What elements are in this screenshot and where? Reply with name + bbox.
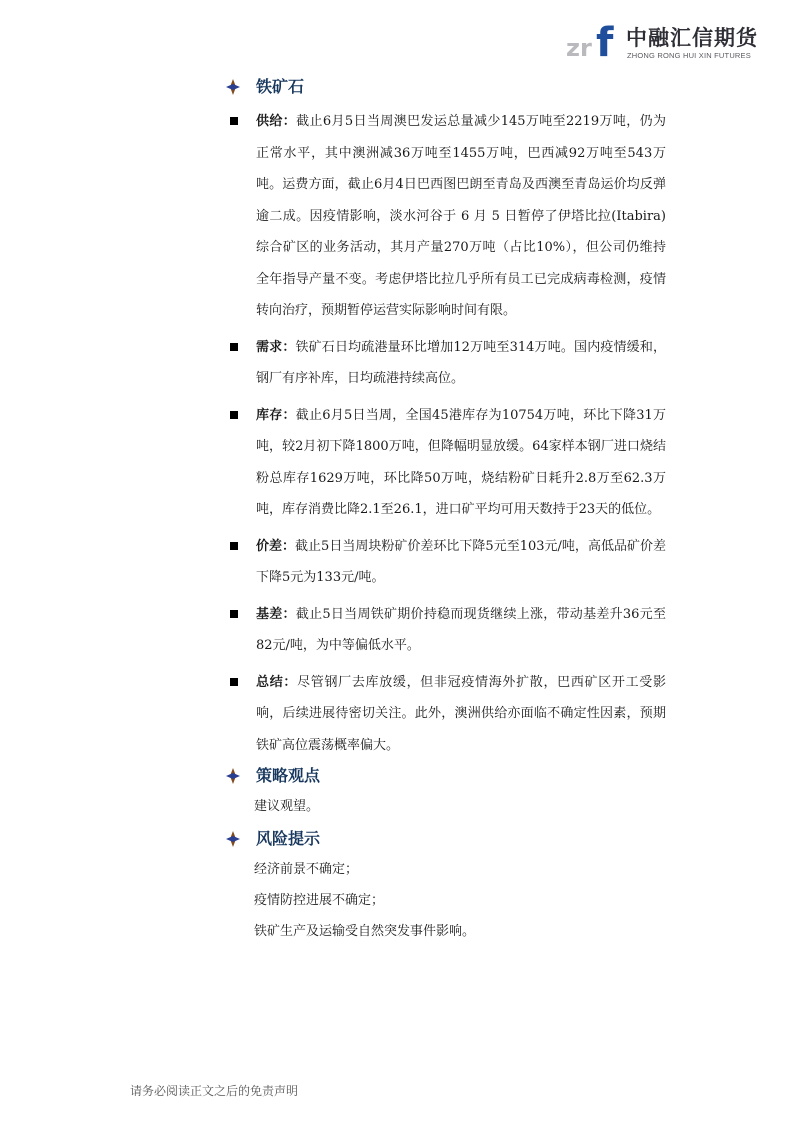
square-bullet-icon [230, 610, 238, 618]
item-label: 总结： [256, 674, 298, 690]
list-item-demand [226, 332, 666, 395]
item-text: 截止5日当周铁矿期价持稳而现货继续上涨，带动基差升36元至82元/吨，为中等偏低水平。 [256, 606, 666, 653]
square-bullet-icon [230, 678, 238, 686]
diamond-bullet-icon [226, 768, 240, 784]
risk-line: 铁矿生产及运输受自然突发事件影响。 [254, 924, 476, 939]
disclaimer-footer: 请务必阅读正文之后的免责声明 [130, 1084, 299, 1098]
section-heading-strategy: 策略观点 [226, 761, 666, 791]
item-label: 价差： [256, 538, 296, 554]
section-heading-risk: 风险提示 [226, 824, 666, 854]
risk-line: 经济前景不确定； [254, 862, 359, 877]
zrf-logo-mark-icon [566, 22, 624, 62]
company-logo [566, 20, 776, 64]
square-bullet-icon [230, 117, 238, 125]
risk-line: 疫情防控进展不确定； [254, 893, 385, 908]
list-item-supply [226, 106, 666, 327]
svg-text:f: f [596, 22, 614, 62]
logo-chinese-name: 中融汇信期货 [626, 26, 758, 50]
item-text: 截止6月5日当周，全国45港库存为10754万吨，环比下降31万吨，较2月初下降1800万吨，但降幅明显放缓。64家样本钢厂进口烧结粉总库存1629万吨，环比降50万吨，烧结粉矿日耗升2.8万至62.3万吨，库存消费比降2.1至26.1，进口矿平均可用天数持于23天的低位。 [256, 407, 666, 517]
diamond-bullet-icon [226, 79, 240, 95]
item-label: 需求： [256, 339, 296, 355]
item-text: 铁矿石日均疏港量环比增加12万吨至314万吨。国内疫情缓和，钢厂有序补库，日均疏港持续高位。 [256, 339, 666, 386]
item-label: 库存： [256, 407, 296, 423]
list-item-inventory [226, 400, 666, 526]
svg-text:zr: zr [566, 34, 592, 62]
item-label: 基差： [256, 606, 296, 622]
item-text: 截止5日当周块粉矿价差环比下降5元至103元/吨，高低品矿价差下降5元为133元/吨。 [256, 538, 666, 585]
logo-english-name: ZHONG RONG HUI XIN FUTURES [627, 51, 751, 60]
list-item-basis [226, 599, 666, 662]
section-heading-iron-ore: 铁矿石 [226, 72, 666, 102]
square-bullet-icon [230, 542, 238, 550]
list-item-summary [226, 667, 666, 762]
list-item-spread [226, 531, 666, 594]
square-bullet-icon [230, 411, 238, 419]
diamond-bullet-icon [226, 831, 240, 847]
item-text: 尽管钢厂去库放缓，但非冠疫情海外扩散，巴西矿区开工受影响，后续进展待密切关注。此外，澳洲供给亦面临不确定性因素，预期铁矿高位震荡概率偏大。 [256, 674, 666, 753]
square-bullet-icon [230, 343, 238, 351]
report-body [226, 72, 666, 947]
item-text: 截止6月5日当周澳巴发运总量减少145万吨至2219万吨，仍为正常水平，其中澳洲减36万吨至1455万吨，巴西减92万吨至543万吨。运费方面，截止6月4日巴西图巴朗至青岛及西澳至青岛运价均反弹逾二成。因疫情影响，淡水河谷于 6 月 5 日暂停了伊塔比拉(Itabira)综合矿区的业务活动，其月产量270万吨（占比10%），但公司仍维持全年指导产量不变。考虑伊塔比拉几乎所有员工已完成病毒检测，疫情转向治疗，预期暂停运营实际影响时间有限。 [256, 114, 666, 318]
strategy-text: 建议观望。 [254, 799, 320, 814]
item-label: 供给： [256, 114, 297, 129]
